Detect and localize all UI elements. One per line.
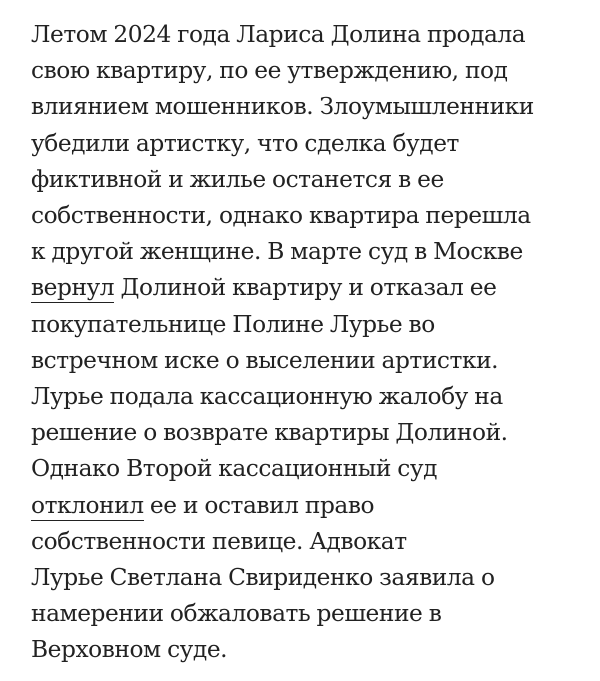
text-line: Лурье подала кассационную жалобу на (31, 383, 503, 411)
text-line: Однако Второй кассационный суд (31, 455, 438, 483)
text-line: покупательнице Полине Лурье во (31, 310, 435, 338)
text-line: Лурье Светлана Свириденко заявила о (31, 564, 495, 592)
returned-link[interactable]: вернул (31, 274, 115, 302)
text-line: влиянием мошенников. Злоумышленники (31, 93, 534, 121)
text-line: Верховном суде. (31, 636, 228, 664)
text-line: к другой женщине. В марте суд в Москве (31, 238, 523, 266)
text-fragment: Долиной квартиру и отказал ее (114, 274, 497, 302)
text-line: Летом 2024 года Лариса Долина продала (31, 21, 526, 48)
text-line: намерении обжаловать решение в (31, 600, 442, 628)
text-line-with-link (31, 270, 591, 306)
text-line: решение о возврате квартиры Долиной. (31, 419, 508, 447)
text-line: встречном иске о выселении артистки. (31, 346, 499, 374)
text-line: фиктивной и жилье останется в ее (31, 165, 444, 193)
text-line: свою квартиру, по ее утверждению, под (31, 57, 508, 85)
text-fragment: ее и оставил право (143, 491, 375, 519)
text-line: убедили артистку, что сделка будет (31, 129, 459, 157)
article-paragraph (31, 17, 591, 669)
text-line: собственности, однако квартира перешла (31, 202, 531, 230)
rejected-link[interactable]: отклонил (31, 491, 144, 519)
text-line-with-link (31, 488, 591, 524)
text-line: собственности певице. Адвокат (31, 527, 407, 555)
